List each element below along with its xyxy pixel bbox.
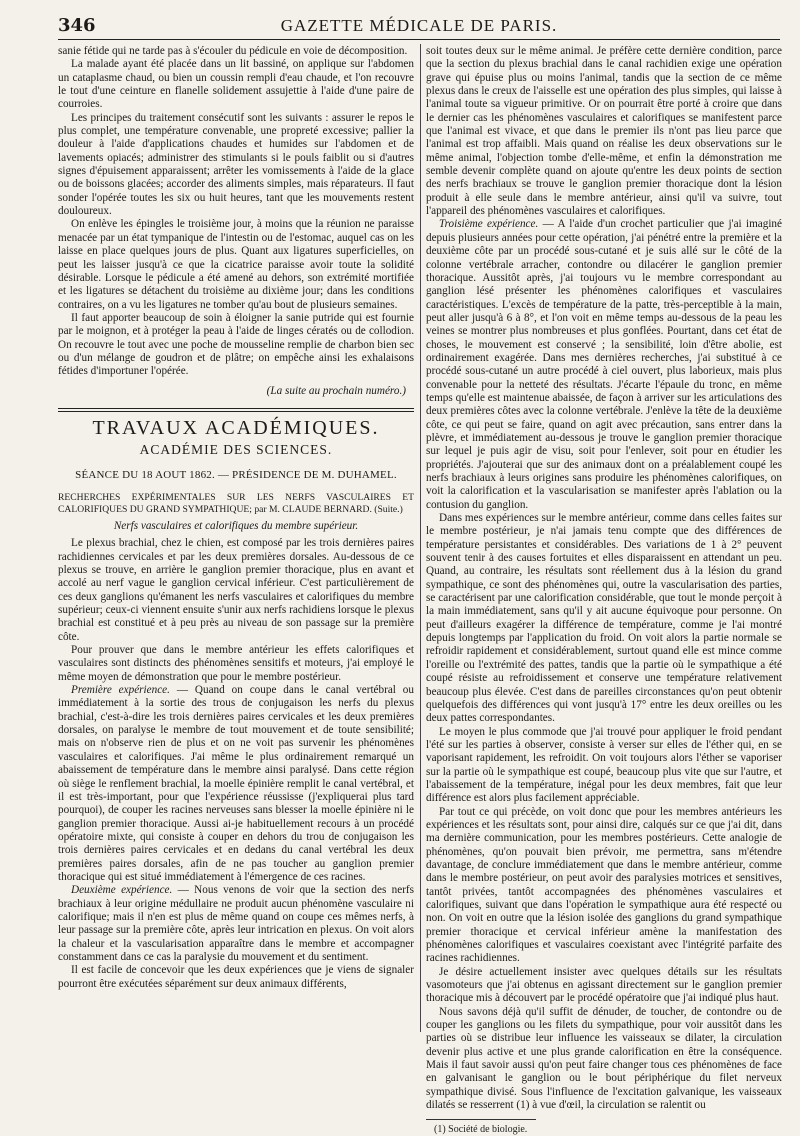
experiment-text: — A l'aide d'un crochet particulier que j'ai imaginé depuis plusieurs années pour cette opération, j'ai pénétré entre la première et la deuxième côte par un procédé sous-cutané et je suis allé sur le côté de la colonne vertébrale arracher, contondre ou dilacérer le ganglion premier thoracique. Aussitôt après, j'ai toujours vu le membre correspondant au ganglion lésé présenter les phénomènes calorifiques et vasculaires caractéristiques. L'excès de température de la patte, très-perceptible à la main, peut aller jusqu'à 6 à 8°, et l'on voit en même temps au-dessous de la peau les veines se montrer plus nombreuses et plus gonflées. Pourtant, dans cet état de choses, le mouvement est conservé ; la sensibilité, loin d'être abolie, est ordinairement exagérée. Dans mes dernières recherches, j'ai substitué à ce procédé sous-cutané un autre procédé à ciel ouvert, plus laborieux, mais plus convenable pour la netteté des résultats. J'écarte l'épaule du tronc, en même temps qu'elle est maintenue abaissée, de façon à arriver sur les articulations des deux premières côtes avec la colonne vertébrale. J'enlève la tête de la deuxième côte, ce qui peut se faire, quand on agit avec précaution, sans entrer dans la plèvre, et immédiatement au-dessous je trouve le ganglion premier thoracique sur lequel je puis agir de visu, soit pour l'enlever, soit pour en étudier les propriétés. J'ajouterai que sur des animaux dont on a préalablement coupé les nerfs brachiaux à leurs origines sans produire les phénomènes calorifiques, on voit la calorification et la vascularisation se manifester après l'ablation ou la contusion du ganglion. [426,218,782,511]
page-number: 346 [58,15,96,36]
left-column [58,45,414,1030]
paragraph: La malade ayant été placée dans un lit bassiné, on applique sur l'abdomen un cataplasme chaud, ou bien un coussin rempli d'eau chaude, et l'on recouvre le tout d'une ceinture en flanelle solidement assujettie à l'aide d'une paire de courroies. [58,58,414,111]
paragraph: Pour prouver que dans le membre antérieur les effets calorifiques et vasculaires sont distincts des phénomènes sensitifs et moteurs, j'ai employé le même moyen de démonstration que pour le membre postérieur. [58,644,414,683]
paragraph: Le plexus brachial, chez le chien, est composé par les trois dernières paires rachidiennes cervicales et par les deux premières dorsales. Au-dessous de ce plexus se trouve, en arrière le ganglion premier thoracique, plus en avant et accolé au nerf vague le ganglion cervical inférieur. C'est particulièrement de ces deux ganglions qu'émanent les nerfs vasculaires et calorifiques du membre supérieur; ceux-ci viennent ensuite s'unir aux nerfs rachidiens lorsque le plexus brachial est constitué et à peu près au niveau de son passage sur la première côte. [58,537,414,643]
academy-heading: ACADÉMIE DES SCIENCES. [139,442,333,458]
paragraph: soit toutes deux sur le même animal. Je préfère cette dernière condition, parce que la section du plexus brachial dans le canal rachidien exige une opération grave qui épuise plus ou moins l'animal, tandis que la section de ce même plexus dans le creux de l'aisselle est une opération des plus simples, qui laisse à l'animal toute sa vigueur primitive. Or on pourrait être porté à croire que dans le dernier cas les phénomènes vasculaires et calorifiques se manifestent parce que l'animal est vivace, et que dans le premier ils n'ont pas lieu parce que l'animal est trop affaibli. Mais quand on réalise les deux observations sur le même animal, l'objection tombe d'elle-même, et enfin la démonstration me semble devenir complète quand on ajoute qu'entre les deux points de section des nerfs brachiaux se trouve le ganglion premier thoracique dont la lésion produit à elle seule dans le membre antérieur, ainsi qu'il va suivre, tout l'appareil des phénomènes vasculaires et calorifiques. [426,45,782,218]
footnote-divider [426,1119,536,1120]
paragraph: Le moyen le plus commode que j'ai trouvé pour appliquer le froid pendant l'été sur les parties à observer, consiste à verser sur elles de l'éther qui, en se vaporisant rapidement, les refroidit. On voit toujours alors l'éther se vaporiser sur la partie où le sympathique est coupé, beaucoup plus vite que sur l'autre, et l'abaissement de la température, inégal pour les deux membres, fait que leur différence est alors plus facilement appréciable. [426,725,782,805]
experiment-title: Première expérience. [71,684,170,697]
paragraph: Il faut apporter beaucoup de soin à éloigner la sanie putride qui est fournie par le moignon, et à protéger la peau à l'aide de linges cératés ou de collodion. On recouvre le tout avec une poche de mousseline remplie de charbon bien sec ou d'un mélange de goudron et de plâtre; on empêche ainsi les exhalaisons fétides d'importuner l'opérée. [58,311,414,378]
experiment-paragraph [58,884,414,964]
section-divider [58,408,414,412]
article-subtitle: Nerfs vasculaires et calorifiques du membre supérieur. [113,519,359,532]
right-column [426,45,782,1135]
paragraph: Les principes du traitement consécutif sont les suivants : assurer le repos le plus complet, une température convenable, une propreté excessive; pallier la douleur à l'aide d'applications chaudes et humides sur l'abdomen et de lavements opiacés; administrer des stimulants si le pouls faiblit ou si d'autres signes d'épuisement apparaissent; arrêter les vomissements à l'aide de la glace ou de boissons glacées; accorder des aliments simples, mais réparateurs. Il faut sonder l'opérée toutes les six ou huit heures, tant que les mouvements restent douloureux. [58,111,414,218]
article-title: RECHERCHES EXPÉRIMENTALES SUR LES NERFS VASCULAIRES ET CALORIFIQUES DU GRAND SYMPATHIQUE; par M. CLAUDE BERNARD. (Suite.) [58,491,414,515]
paragraph: Par tout ce qui précède, on voit donc que pour les membres antérieurs les expériences et les résultats sont, pour ainsi dire, calqués sur ce que j'ai dit, dans ma dernière communication, pour les membres postérieurs. Cette analogie de phénomènes, qu'on pouvait bien prévoir, me permettra, sans m'étendre davantage, de conclure immédiatement que dans le membre antérieur, comme dans le membre postérieur, on peut avoir des paralysies motrices et sensitives, tantôt privées, tantôt accompagnées des phénomènes vasculaires et calorifiques, suivant que dans l'opération le sympathique aura été respecté ou non. On voit en outre que la lésion isolée des ganglions du grand sympathique premier thoracique et cervical inférieur amène la manifestation des phénomènes calorifiques et vasculaires coexistant avec l'intégrité parfaite des racines rachidiennes. [426,805,782,965]
paragraph: On enlève les épingles le troisième jour, à moins que la réunion ne paraisse menacée par un état tympanique de l'intestin ou de l'estomac, auquel cas on les laisse en place quelques jours de plus. Quant aux ligatures superficielles, on peut les laisser jusqu'à ce que la cicatrice paraisse avoir toute la solidité désirable. Lorsque le pédicule a été amené au dehors, son extrémité mortifiée et les ligatures se détachent du troisième au dixième jour; dans les conditions contraires, on a vu les ligatures ne tomber qu'au bout de plusieurs semaines. [58,218,414,311]
section-title: TRAVAUX ACADÉMIQUES. [92,416,380,439]
paragraph: Il est facile de concevoir que les deux expériences que je viens de signaler pourront être exécutées séparément sur deux animaux différents, [58,964,414,990]
paragraph: sanie fétide qui ne tarde pas à s'écouler du pédicule en voie de décomposition. [58,45,408,57]
continuation-note: (La suite au prochain numéro.) [266,384,406,397]
footnote: (1) Société de biologie. [434,1123,528,1135]
page-header [58,14,780,40]
experiment-title: Troisième expérience. [439,218,539,231]
paragraph: Je désire actuellement insister avec quelques détails sur les résultats vasomoteurs que j'ai obtenus en agissant directement sur le ganglion premier thoracique mis à découvert par le procédé opératoire que j'ai indiqué plus haut. [426,965,782,1005]
paragraph: Dans mes expériences sur le membre antérieur, comme dans celles faites sur le membre postérieur, je n'ai jamais tenu compte que des différences de température persistantes et considérables. Des variations de 1 à 2° peuvent souvent tenir à des causes fortuites et elles disparaissent en attendant un peu. Quand, au contraire, les résultats sont réellement dus à la lésion du grand sympathique, ce sont des phénomènes qui, outre la vascularisation des parties, se caractérisent par une calorification considérable, que tout le monde perçoit à la main immédiatement, sans qu'il y ait aucune équivoque pour personne. On peut d'ailleurs exagérer la différence de température, comme je l'ai montré depuis longtemps par l'application du froid. On voit alors la partie normale se refroidir rapidement et considérablement, surtout quand elle est mince comme l'oreille ou l'extrémité des pattes, tandis que la partie où le sympathique a été coupé résiste au refroidissement et conserve une température relativement beaucoup plus élevée. C'est dans de pareilles circonstances qu'on peut obtenir quelquefois des différences qui vont jusqu'à 17° entre les deux oreilles ou les deux pattes correspondantes. [426,512,782,725]
experiment-text: — Quand on coupe dans le canal vertébral ou immédiatement à la sortie des trous de conjugaison les nerfs du plexus brachial, c'est-à-dire les trois dernières paires cervicales et les deux premières dorsales, on paralyse le membre de tout mouvement et de toute sensibilité; mais on n'observe rien de plus et on ne voit pas survenir les phénomènes vasculaires et calorifiques. J'ai même le plus ordinairement remarqué un abaissement de température dans le membre ainsi paralysé. Dans cette région où siège le renflement brachial, la moelle épinière remplit le canal vertébral, et il est très-important, pour que l'expérience réussisse (j'expliquerai plus tard pourquoi), de couper les racines nerveuses sans blesser la moelle épinière ni le ganglion premier thoracique. Aussi ai-je habituellement recours à un procédé opératoire mixte, qui consiste à couper en dehors du trou de conjugaison les trois dernières paires cervicales et en dedans du canal vertébral les deux premières paires dorsales, afin de ne pas toucher au ganglion premier thoracique qui est situé immédiatement à l'émergence de ces racines. [58,684,414,883]
experiment-title: Deuxième expérience. [71,884,173,897]
experiment-paragraph [426,218,782,512]
session-heading: SÉANCE DU 18 AOUT 1862. — PRÉSIDENCE DE M. DUHAMEL. [75,468,397,481]
journal-title: GAZETTE MÉDICALE DE PARIS. [280,16,558,35]
column-divider [420,44,421,1032]
paragraph: Nous savons déjà qu'il suffit de dénuder, de toucher, de contondre ou de couper les ganglions ou les filets du sympathique, pour voir aussitôt dans les parties où se distribue leur influence les vaisseaux se dilater, la circulation devenir plus active et une plus grande calorification en être la conséquence. Mais il faut savoir aussi qu'on peut faire changer tous ces phénomènes de face en galvanisant le ganglion ou le bout périphérique du filet nerveux sympathique divisé. Sous l'influence de l'excitation galvanique, les vaisseaux dilatés se resserrent (1) à vue d'œil, la circulation se ralentit ou [426,1005,782,1112]
experiment-text: — Nous venons de voir que la section des nerfs brachiaux à leur origine médullaire ne produit aucun phénomène vasculaire ni calorifique; mais il n'en est plus de même quand on coupe ces mêmes nerfs, à leur passage sur la première côte, après leur intrication en plexus. On voit alors la chaleur et la vascularisation apparaître dans le membre et accompagner constamment dans ce cas la paralysie du mouvement et du sentiment. [58,884,414,963]
experiment-paragraph [58,684,414,884]
